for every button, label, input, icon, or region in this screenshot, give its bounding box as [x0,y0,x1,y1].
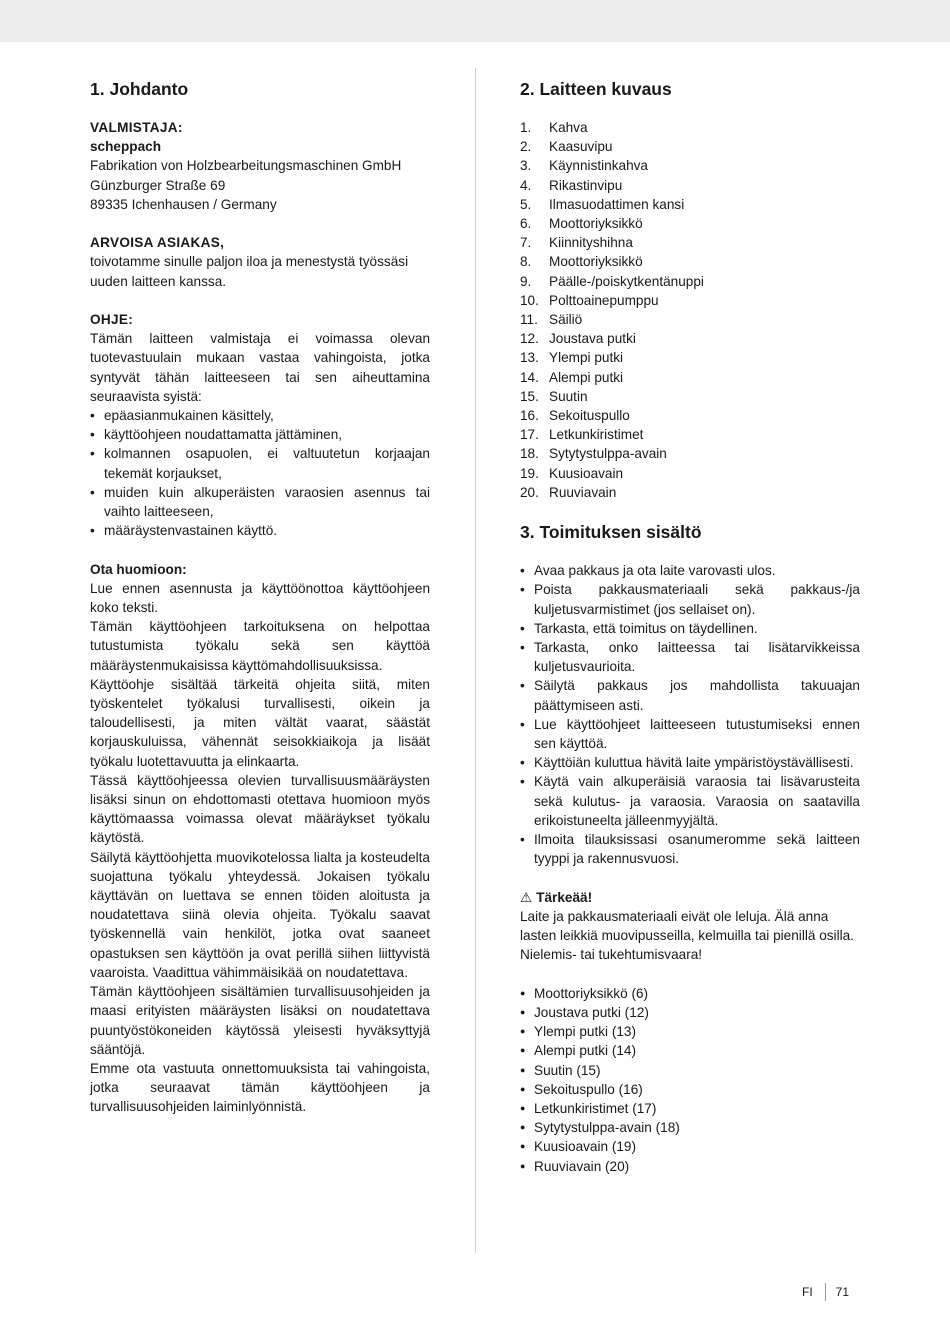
list-item [520,214,860,233]
attention-block [90,560,430,1117]
part-number: 2. [520,139,532,155]
list-item: ● Sytytystulppa-avain (18) [520,1118,860,1137]
warning-block [520,888,860,965]
list-item: • kolmannen osapuolen, ei valtuutetun korjaajan tekemät korjaukset, [90,444,430,482]
list-item: • Avaa pakkaus ja ota laite varovasti ulos. [520,561,860,580]
part-label: Sytytystulppa-avain [549,446,667,462]
part-number: 9. [520,273,532,289]
warning-title [520,888,860,907]
note-bullet-list [90,406,430,540]
part-number: 14. [520,369,539,385]
part-number: 15. [520,388,539,404]
list-item [520,233,860,252]
delivery-list [520,561,860,868]
list-item: • Käytä vain alkuperäisiä varaosia tai lisävarusteita sekä kulutus- ja varaosia. Varaosia on saatavilla erikoistuneelta jälleenmyyjältä. [520,772,860,830]
list-item: • käyttöohjeen noudattamatta jättäminen, [90,425,430,444]
note-label: OHJE: [90,312,134,327]
list-item [520,464,860,483]
description-heading: 2. Laitteen kuvaus [520,79,672,99]
list-item: ● Ruuviavain (20) [520,1157,860,1176]
list-item [520,329,860,348]
part-label: Rikastinvipu [549,177,623,193]
manufacturer-block [90,118,430,214]
attention-paragraph: Tässä käyttöohjeessa olevien turvallisuusmääräysten lisäksi sinun on ehdottomasti otettava huomioon myös käyttömaassa voimassa olevat määräykset työkalu käytöstä. [90,772,430,846]
manufacturer-line: Günzburger Straße 69 [90,177,226,193]
language-code: FI [802,1285,813,1299]
list-item [520,176,860,195]
part-label: Kiinnityshihna [549,235,633,251]
list-item [520,195,860,214]
list-item [520,310,860,329]
list-item [520,406,860,425]
attention-paragraph: Tämän käyttöohjeen tarkoituksena on helpottaa tutustumista työkalu sekä sen käyttöä määräystenmukaisissa käyttömahdollisuuksissa. [90,619,430,673]
attention-label: Ota huomioon: [90,561,187,577]
part-number: 20. [520,484,539,500]
part-number: 6. [520,216,532,232]
part-label: Joustava putki [549,331,636,347]
list-item: • määräystenvastainen käyttö. [90,521,430,540]
top-bar [0,0,950,42]
manufacturer-label: VALMISTAJA: [90,120,183,135]
contents-list [520,984,860,1176]
part-number: 10. [520,292,539,308]
attention-paragraph: Lue ennen asennusta ja käyttöönottoa käyttöohjeen koko teksti. [90,580,430,616]
part-label: Moottoriyksikkö [549,216,643,232]
part-label: Kahva [549,120,588,135]
list-item [520,348,860,367]
attention-paragraph: Emme ota vastuuta onnettomuuksista tai vahingoista, jotka seuraavat tämän käyttöohjeen ja turvallisuusohjeiden laiminlyönnistä. [90,1060,430,1115]
part-number: 8. [520,254,532,270]
list-item: ● Sekoituspullo (16) [520,1080,860,1099]
attention-paragraph: Säilytä käyttöohjetta muovikotelossa lialta ja kosteudelta suojattuna työkalu yhteydessä. Jokaisen työkalu käyttävän on luettava se ennen töiden aloitusta ja noudatettava siinä olevia ohjeita. Työkalu saavat työskennellä vain henkilöt, jotka ovat saaneet opastuksen sen käyttöön ja ovat perillä siihen liittyvistä vaaroista. Vaadittua vähimmäisikää on noudatettava. [90,849,430,980]
list-item: • Käyttöiän kuluttua hävitä laite ympäristöystävällisesti. [520,753,860,772]
warning-label: Tärkeää! [536,889,593,905]
manufacturer-name: scheppach [90,139,162,155]
list-item: • Säilytä pakkaus jos mahdollista takuuajan päättymiseen asti. [520,676,860,714]
list-item: • Ilmoita tilauksissasi osanumeromme sekä laitteen tyyppi ja rakennusvuosi. [520,830,860,868]
list-item: ● Alempi putki (14) [520,1041,860,1060]
list-item: • Poista pakkausmateriaali sekä pakkaus-/ja kuljetusvarmistimet (jos sellaiset on). [520,580,860,618]
part-number: 11. [520,312,538,328]
warning-icon: ⚠ [520,889,533,905]
part-label: Ilmasuodattimen kansi [549,196,685,212]
customer-text: toivotamme sinulle paljon iloa ja menestystä työssäsi uuden laitteen kanssa. [90,254,409,289]
list-item [520,483,860,502]
list-item: ● Joustava putki (12) [520,1003,860,1022]
list-item [520,368,860,387]
part-label: Käynnistinkahva [549,158,648,174]
list-item: ● Ylempi putki (13) [520,1022,860,1041]
note-text: Tämän laitteen valmistaja ei voimassa olevan tuotevastuulain mukaan vastaa vahingoista, jotka syntyvät tähän laitteeseen tai sen aiheuttamina seuraavista syistä: [90,331,430,404]
list-item [520,252,860,271]
list-item: • epäasianmukainen käsittely, [90,406,430,425]
intro-heading: 1. Johdanto [90,79,189,99]
list-item [520,118,860,137]
list-item [520,137,860,156]
list-item: ● Moottoriyksikkö (6) [520,984,860,1003]
manufacturer-line: 89335 Ichenhausen / Germany [90,196,277,212]
part-number: 18. [520,446,539,462]
list-item: ● Letkunkiristimet (17) [520,1099,860,1118]
part-label: Suutin [549,388,588,404]
part-number: 16. [520,408,539,424]
customer-label: ARVOISA ASIAKAS, [90,235,225,251]
part-label: Ruuviavain [549,484,617,500]
page-footer [802,1283,849,1301]
list-item [520,425,860,444]
warning-text: Laite ja pakkausmateriaali eivät ole leluja. Älä anna lasten leikkiä muovipusseilla, kelmuilla tai pienillä osilla. Nielemis- tai tukehtumisvaara! [520,908,854,963]
list-item [520,291,860,310]
part-label: Sekoituspullo [549,408,630,424]
part-number: 4. [520,177,532,193]
manufacturer-line: Fabrikation von Holzbearbeitungsmaschinen GmbH [90,158,402,174]
part-label: Alempi putki [549,369,624,385]
list-item [520,444,860,463]
part-number: 13. [520,350,539,366]
list-item: • Tarkasta, onko laitteessa tai lisätarvikkeissa kuljetusvaurioita. [520,638,860,676]
part-label: Päälle-/poiskytkentänuppi [549,273,704,289]
part-label: Säiliö [549,312,583,328]
part-label: Kuusioavain [549,465,624,481]
parts-list [520,118,860,502]
delivery-heading: 3. Toimituksen sisältö [520,522,702,543]
customer-block [90,233,430,291]
part-label: Letkunkiristimet [549,427,644,443]
list-item: • Lue käyttöohjeet laitteeseen tutustumiseksi ennen sen käyttöä. [520,715,860,753]
list-item: • muiden kuin alkuperäisten varaosien asennus tai vaihto laitteeseen, [90,483,430,521]
part-label: Moottoriyksikkö [549,254,643,270]
note-block [90,310,430,540]
part-number: 17. [520,427,539,443]
attention-paragraph: Käyttöohje sisältää tärkeitä ohjeita siitä, miten työskentelet työkalusi turvallisesti, oikein ja taloudellisesti, ja miten vältät vaarat, säästät korjauskuluissa, vähennät seisokkiaikoja ja lisäät työkalu luotettavuutta ja elinkaarta. [90,676,430,769]
list-item: • Tarkasta, että toimitus on täydellinen. [520,619,860,638]
list-item [520,156,860,175]
list-item: ● Suutin (15) [520,1061,860,1080]
list-item [520,272,860,291]
column-divider [475,68,476,1253]
part-label: Polttoainepumppu [549,292,659,308]
part-number: 3. [520,158,532,174]
part-number: 19. [520,465,539,481]
left-column [90,78,430,1117]
part-number: 1. [520,120,532,135]
part-number: 7. [520,235,532,251]
part-label: Ylempi putki [549,350,624,366]
attention-paragraph: Tämän käyttöohjeen sisältämien turvallisuusohjeiden ja maasi erityisten määräysten lisäksi on noudatettava puuntyöstökoneiden käytössä yleisesti hyväksyttyjä sääntöjä. [90,984,430,1057]
part-number: 12. [520,331,539,347]
list-item: ● Kuusioavain (19) [520,1137,860,1156]
part-number: 5. [520,196,532,212]
page-number: 71 [835,1285,850,1299]
right-column [520,78,860,1176]
list-item [520,387,860,406]
part-label: Kaasuvipu [549,139,613,155]
